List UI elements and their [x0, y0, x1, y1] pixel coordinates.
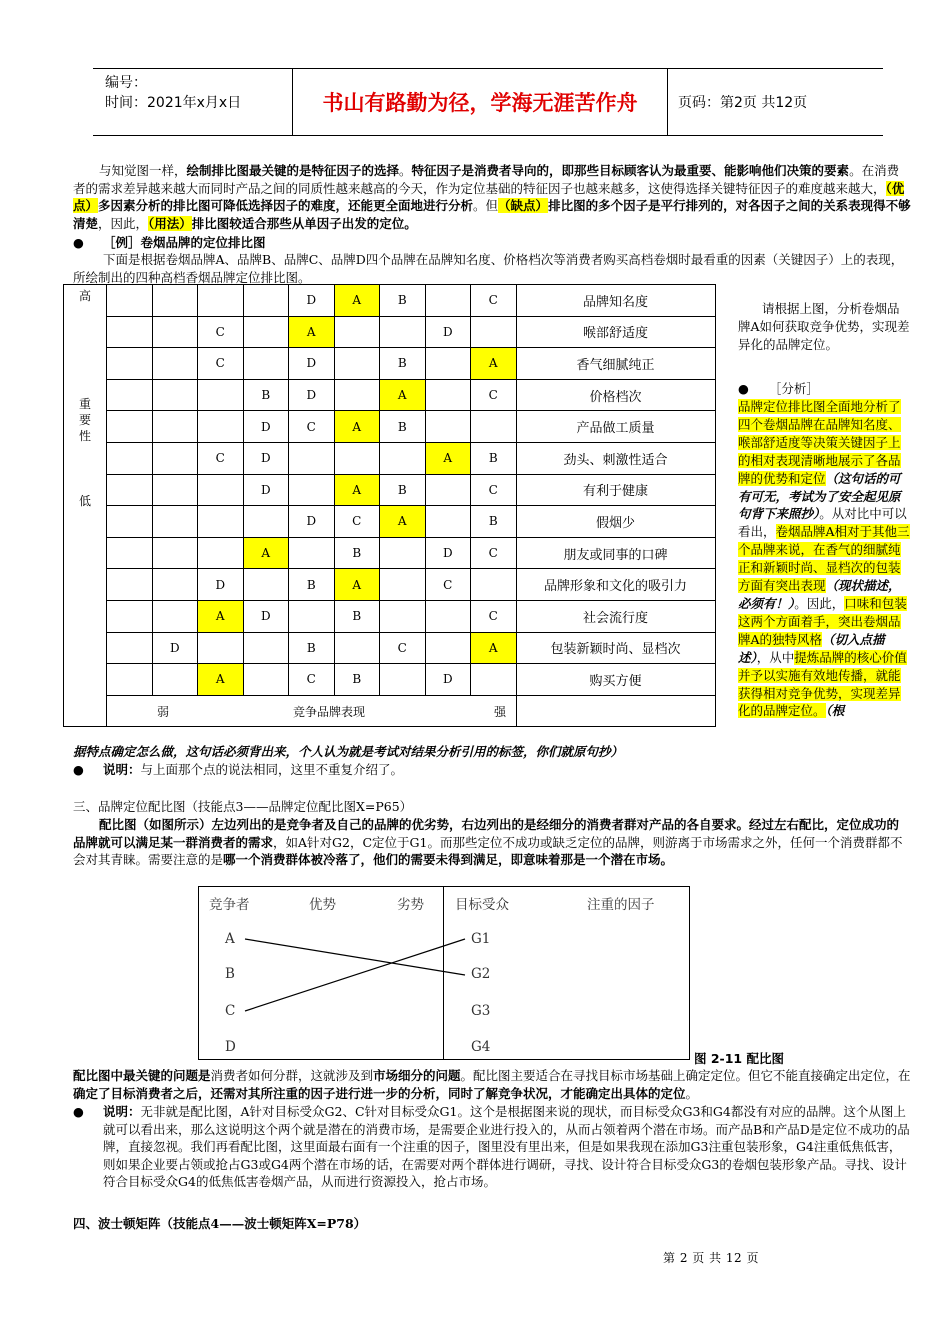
table-cell — [107, 569, 153, 601]
factor-label: 朋友或同事的口碑 — [516, 537, 715, 569]
table-cell: A — [198, 664, 244, 696]
table-cell — [289, 600, 335, 632]
table-cell: A — [198, 600, 244, 632]
factor-label: 购买方便 — [516, 664, 715, 696]
analysis-text: 品牌定位排比图全面地分析了四个卷烟品牌在品牌知名度、喉部舒适度等决策关键因子上的相对表现清晰地展示了各品牌的优势和定位（这句话的可有可无，考试为了安全起见原句背下来照抄）。从对比中可以看出，卷烟品牌A相对于其他三个品牌来说，在香气的细腻纯正和新颖时尚、显档次的包装方面有突出表现（现状描述，必须有！）。因此，口味和包装这两个方面着手，突出卷烟品牌A的独特风格（切入点描述），从中提炼品牌的核心价值并予以实施有效地传播，就能获得相对竞争优势，实现差异化的品牌定位。（根 — [738, 399, 910, 719]
table-cell: C — [380, 632, 426, 664]
header-meta — [93, 69, 293, 135]
factor-label: 社会流行度 — [516, 600, 715, 632]
table-cell — [425, 348, 471, 380]
factors-label: 注重的因子 — [587, 897, 655, 913]
header-page-number: 页码：第2页 共12页 — [678, 95, 808, 111]
table-cell — [243, 632, 289, 664]
table-cell — [334, 379, 380, 411]
table-row — [64, 316, 716, 348]
table-cell — [243, 506, 289, 538]
table-row — [64, 537, 716, 569]
table-cell: C — [471, 379, 517, 411]
table-cell — [380, 537, 426, 569]
table-cell: B — [380, 474, 426, 506]
table-cell: C — [198, 442, 244, 474]
table-cell — [380, 569, 426, 601]
table-cell: D — [243, 474, 289, 506]
table-row — [64, 474, 716, 506]
table-cell — [198, 411, 244, 443]
table-cell — [334, 316, 380, 348]
table-cell — [152, 285, 198, 317]
section3-title: 三、品牌定位配比图（技能点3——品牌定位配比图X=P65） — [73, 799, 413, 814]
analysis-note: 据特点确定怎么做，这句话必须背出来，个人认为就是考试对结果分析引用的标签，你们就原句抄） — [73, 744, 624, 759]
table-row — [64, 411, 716, 443]
brand-c: C — [225, 1003, 236, 1019]
positioning-table — [63, 284, 716, 727]
brand-a: A — [225, 931, 235, 947]
table-cell — [380, 442, 426, 474]
table-row — [64, 285, 716, 317]
table-cell — [107, 474, 153, 506]
axis-low: 低 — [78, 494, 91, 508]
bullet-icon: ● — [73, 762, 84, 777]
axis-performance: 竞争品牌表现 — [293, 704, 366, 719]
table-cell — [471, 569, 517, 601]
table-cell — [152, 316, 198, 348]
table-cell — [107, 600, 153, 632]
factor-label: 香气细腻纯正 — [516, 348, 715, 380]
table-cell — [152, 600, 198, 632]
table-cell — [198, 285, 244, 317]
factor-label: 假烟少 — [516, 506, 715, 538]
group-g2: G2 — [471, 966, 491, 982]
table-cell: A — [334, 474, 380, 506]
brand-d: D — [225, 1039, 236, 1055]
group-g1: G1 — [471, 931, 491, 947]
table-cell — [152, 664, 198, 696]
weakness-label: 劣势 — [397, 897, 424, 913]
table-cell: A — [334, 411, 380, 443]
table-cell — [107, 537, 153, 569]
table-row — [64, 506, 716, 538]
table-cell — [107, 632, 153, 664]
table-cell: B — [471, 442, 517, 474]
table-cell: A — [380, 506, 426, 538]
page-header — [93, 68, 883, 136]
group-g3: G3 — [471, 1003, 491, 1019]
table-cell: C — [471, 600, 517, 632]
table-cell: A — [243, 537, 289, 569]
bullet-icon: ● — [738, 381, 749, 396]
example-description: 下面是根据卷烟品牌A、品牌B、品牌C、品牌D四个品牌在品牌知名度、价格档次等消费者购买高档卷烟时最看重的因素（关键因子）上的表现，所绘制出的四种高档香烟品牌定位排比图。 — [73, 252, 904, 285]
table-cell — [334, 632, 380, 664]
table-cell: A — [289, 316, 335, 348]
table-cell — [425, 411, 471, 443]
figure-caption: 图 2-11 配比图 — [694, 1051, 784, 1066]
table-cell: B — [289, 632, 335, 664]
table-cell — [107, 379, 153, 411]
table-cell — [107, 348, 153, 380]
matching-chart — [198, 886, 690, 1060]
table-cell — [380, 600, 426, 632]
table-cell — [198, 632, 244, 664]
match-lines — [199, 887, 689, 1059]
page-footer: 第 2 页 共 12 页 — [663, 1251, 759, 1265]
table-cell — [425, 632, 471, 664]
table-row — [64, 569, 716, 601]
table-cell — [471, 664, 517, 696]
line-c-g1 — [245, 939, 465, 1011]
table-row — [64, 348, 716, 380]
table-cell — [243, 664, 289, 696]
bullet-icon: ● — [73, 1104, 84, 1119]
table-cell — [198, 379, 244, 411]
performance-axis-row — [64, 695, 716, 727]
importance-axis — [64, 285, 107, 727]
factor-label: 喉部舒适度 — [516, 316, 715, 348]
axis-weak: 弱 — [157, 704, 170, 719]
table-cell: B — [289, 569, 335, 601]
axis-importance: 重要性 — [78, 397, 91, 443]
table-cell — [425, 600, 471, 632]
table-cell: D — [425, 664, 471, 696]
table-cell — [243, 348, 289, 380]
table-cell: B — [334, 537, 380, 569]
table-cell: C — [471, 474, 517, 506]
table-cell — [425, 506, 471, 538]
table-cell: D — [425, 537, 471, 569]
axis-strong: 强 — [494, 704, 507, 719]
table-cell: D — [198, 569, 244, 601]
table-cell: B — [380, 285, 426, 317]
table-cell: C — [289, 664, 335, 696]
example-bullet: ● ［例］卷烟品牌的定位排比图 — [73, 235, 266, 250]
factor-label: 价格档次 — [516, 379, 715, 411]
section3-paragraph: 配比图（如图所示）左边列出的是竞争者及自己的品牌的优劣势，右边列出的是经细分的消费者群对产品的各自要求。经过左右配比，定位成功的品牌就可以满足某一群消费者的需求，如A针对G2，C定位于G1。而那些定位不成功或缺乏定位的品牌，则游离于市场需求之外，任何一个消费群都不会对其青睐。需要注意的是哪一个消费群体被冷落了，他们的需要未得到满足，即意味着那是一个潜在市场。 — [73, 817, 903, 867]
table-cell — [198, 474, 244, 506]
advantage-label: 优势 — [309, 897, 336, 913]
table-cell — [380, 664, 426, 696]
table-cell — [425, 379, 471, 411]
explain-bullet-2: ● 说明：无非就是配比图，A针对目标受众G2、C针对目标受众G1。这个是根据图来说的现状，而目标受众G3和G4都没有对应的品牌。这个从图上就可以看出来，那么这说明这个两个就是潜在的消费市场，是需要企业进行投入的，从而占领着两个潜在市场。而产品B和产品D是定位不成功的品牌，直接忽视。我们再看配比图，这里面最右面有一个注重的因子，图里没有里出来，但是如果我现在添加G3注重包装形象，G4注重低焦低害，则如果企业要占领或抢占G3或G4两个潜在市场的话，在需要对两个群体进行调研，寻找、设计符合目标受众G3的卷烟包装形象产品。寻找、设计符合目标受众G4的低焦低害卷烟产品，从而进行资源投入，抢占市场。 — [73, 1104, 910, 1189]
table-cell — [107, 285, 153, 317]
table-cell — [152, 411, 198, 443]
table-cell: B — [243, 379, 289, 411]
target-label: 目标受众 — [455, 897, 509, 913]
table-cell — [152, 379, 198, 411]
table-cell — [107, 411, 153, 443]
analysis-bullet: ● ［分析］ — [738, 381, 819, 396]
table-row — [64, 442, 716, 474]
table-cell — [198, 506, 244, 538]
factor-label: 品牌形象和文化的吸引力 — [516, 569, 715, 601]
table-cell — [107, 316, 153, 348]
table-cell — [107, 442, 153, 474]
table-cell — [334, 348, 380, 380]
table-cell: D — [289, 285, 335, 317]
table-cell — [425, 474, 471, 506]
table-cell: D — [289, 348, 335, 380]
table-cell — [289, 537, 335, 569]
table-cell: A — [334, 569, 380, 601]
table-cell — [334, 442, 380, 474]
table-cell: D — [152, 632, 198, 664]
table-cell — [471, 316, 517, 348]
table-cell — [425, 285, 471, 317]
table-cell: D — [243, 600, 289, 632]
table-cell: C — [425, 569, 471, 601]
table-row — [64, 379, 716, 411]
table-cell — [243, 569, 289, 601]
table-cell: B — [471, 506, 517, 538]
table-cell: D — [425, 316, 471, 348]
table-cell — [152, 474, 198, 506]
table-cell: C — [471, 537, 517, 569]
explain-bullet-1: ● 说明：与上面那个点的说法相同，这里不重复介绍了。 — [73, 762, 404, 777]
question-text: 请根据上图，分析卷烟品牌A如何获取竞争优势，实现差异化的品牌定位。 — [738, 301, 910, 352]
axis-high: 高 — [78, 289, 91, 303]
table-cell: C — [289, 411, 335, 443]
table-cell — [471, 411, 517, 443]
table-cell: B — [334, 600, 380, 632]
competitor-label: 竞争者 — [209, 897, 250, 913]
table-cell — [198, 537, 244, 569]
group-g4: G4 — [471, 1039, 491, 1055]
section4-title: 四、波士顿矩阵（技能点4——波士顿矩阵X=P78） — [73, 1216, 367, 1231]
table-cell: A — [334, 285, 380, 317]
table-cell — [107, 664, 153, 696]
table-cell: D — [243, 411, 289, 443]
table-cell: D — [243, 442, 289, 474]
table-cell — [152, 506, 198, 538]
brand-b: B — [225, 966, 235, 982]
table-cell — [289, 474, 335, 506]
table-cell — [289, 442, 335, 474]
table-cell: C — [471, 285, 517, 317]
table-cell: D — [289, 379, 335, 411]
blank-cell — [516, 695, 715, 727]
factor-label: 品牌知名度 — [516, 285, 715, 317]
table-cell: A — [380, 379, 426, 411]
time-label: 时间：2021年x月x日 — [105, 95, 242, 111]
header-motto: 书山有路勤为径，学海无涯苦作舟 — [293, 69, 668, 135]
factor-label: 包装新颖时尚、显档次 — [516, 632, 715, 664]
table-cell: B — [334, 664, 380, 696]
table-cell — [152, 442, 198, 474]
table-cell: A — [471, 348, 517, 380]
table-cell: C — [198, 348, 244, 380]
factor-label: 有利于健康 — [516, 474, 715, 506]
table-cell: A — [425, 442, 471, 474]
table-cell: D — [289, 506, 335, 538]
table-cell — [152, 537, 198, 569]
table-cell — [243, 285, 289, 317]
performance-axis — [107, 695, 517, 727]
factor-label: 劲头、刺激性适合 — [516, 442, 715, 474]
line-a-g2 — [245, 939, 465, 975]
factor-label: 产品做工质量 — [516, 411, 715, 443]
table-cell: A — [471, 632, 517, 664]
table-cell: C — [198, 316, 244, 348]
number-label: 编号： — [105, 75, 147, 91]
table-row — [64, 632, 716, 664]
table-cell — [107, 506, 153, 538]
table-row — [64, 664, 716, 696]
table-cell: B — [380, 348, 426, 380]
table-cell — [152, 348, 198, 380]
bullet-icon: ● — [73, 235, 84, 250]
table-cell — [380, 316, 426, 348]
table-row — [64, 600, 716, 632]
table-cell — [152, 569, 198, 601]
table-cell — [243, 316, 289, 348]
table-cell: B — [380, 411, 426, 443]
section3-paragraph-2: 配比图中最关键的问题是消费者如何分群，这就涉及到市场细分的问题。配比图主要适合在寻找目标市场基础上确定定位。但它不能直接确定出定位，在确定了目标消费者之后，还需对其所注重的因子进行进一步的分析，同时了解竞争状况，才能确定出具体的定位。 — [73, 1068, 911, 1101]
table-cell: C — [334, 506, 380, 538]
intro-paragraph: 与知觉图一样，绘制排比图最关键的是特征因子的选择。特征因子是消费者导向的，即那些目标顾客认为最重要、能影响他们决策的要素。在消费者的需求差异越来越大而同时产品之间的同质性越来越高的今天，作为定位基础的特征因子也越来越多，这使得选择关键特征因子的难度越来越大，（优点）多因素分析的排比图可降低选择因子的难度，还能更全面地进行分析。但（缺点）排比图的多个因子是平行排列的，对各因子之间的关系表现得不够清楚，因此，（用法）排比图较适合那些从单因子出发的定位。 — [73, 163, 911, 231]
